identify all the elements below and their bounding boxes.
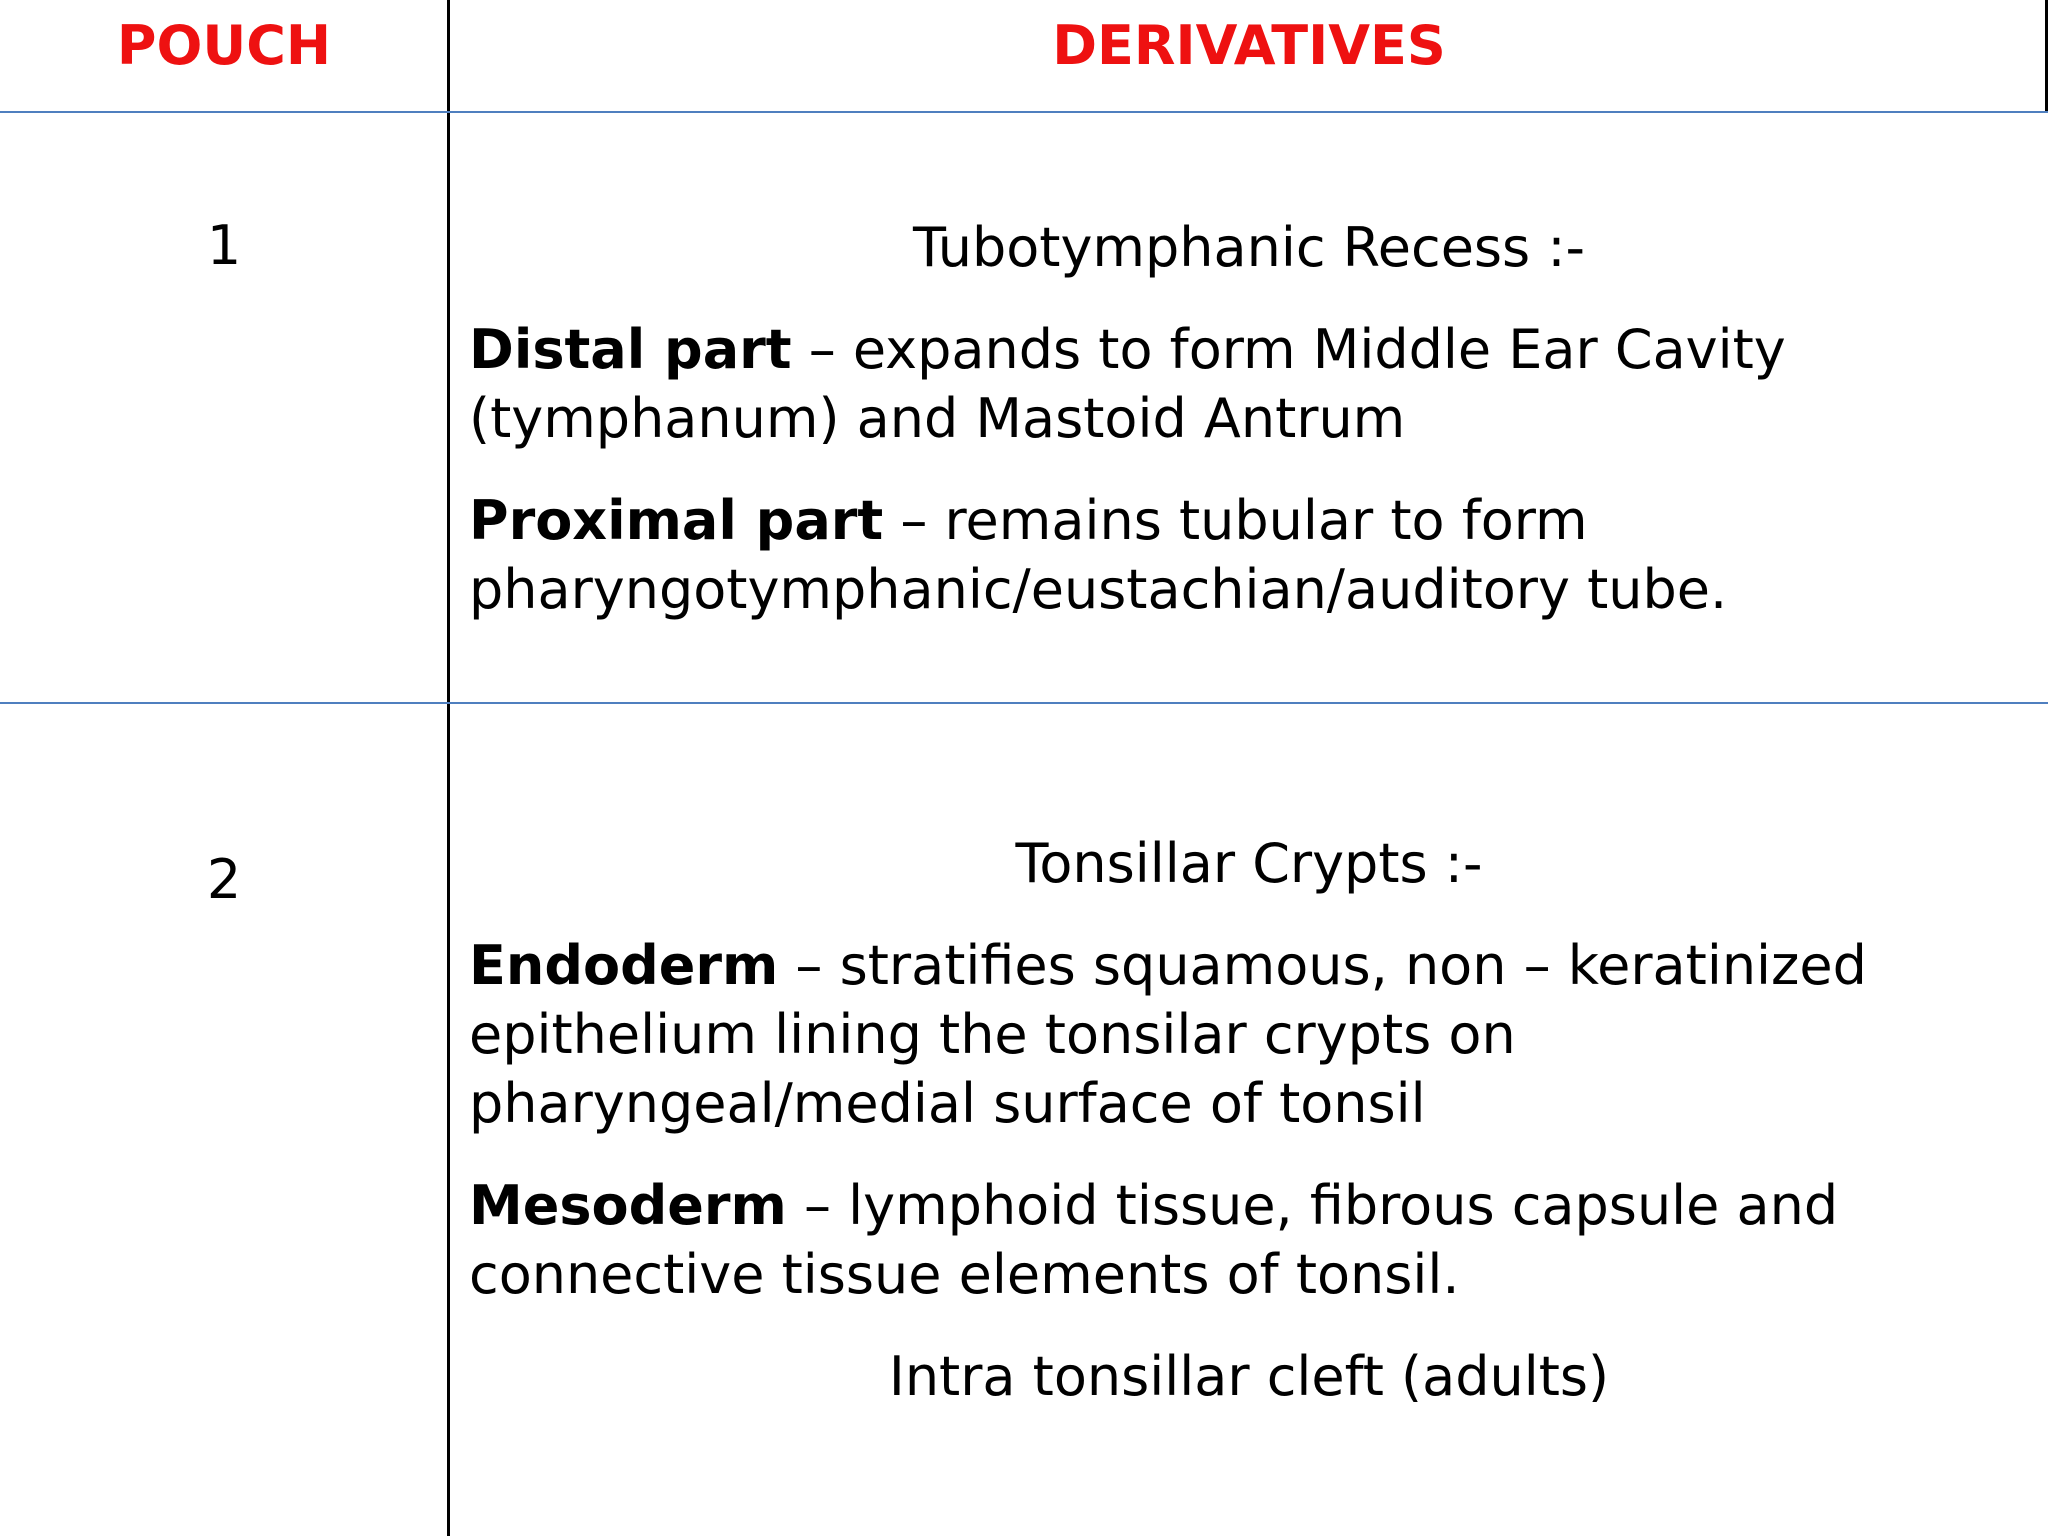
term-proximal-part: Proximal part bbox=[469, 489, 884, 552]
term-mesoderm: Mesoderm bbox=[469, 1174, 787, 1237]
derivatives-cell-1 bbox=[469, 213, 2029, 657]
row1-heading: Tubotymphanic Recess :- bbox=[912, 216, 1586, 279]
term-endoderm: Endoderm bbox=[469, 934, 779, 997]
row2-paragraph-2-text: – lymphoid tissue, fibrous capsule and connective tissue elements of tonsil. bbox=[469, 1174, 1839, 1306]
row1-paragraph-2-text: – remains tubular to form pharyngotymphanic/eustachian/auditory tube. bbox=[469, 489, 1728, 621]
derivatives-cell-2 bbox=[469, 829, 2029, 1411]
row-divider bbox=[0, 702, 2048, 704]
header-pouch: POUCH bbox=[116, 14, 332, 77]
row2-footer: Intra tonsillar cleft (adults) bbox=[888, 1345, 1610, 1408]
row2-paragraph-1-text: – stratifies squamous, non – keratinized epithelium lining the tonsilar crypts on pharyngeal/medial surface of tonsil bbox=[469, 934, 1867, 1135]
term-distal-part: Distal part bbox=[469, 318, 792, 381]
row1-paragraph-1-text: – expands to form Middle Ear Cavity (tymphanum) and Mastoid Antrum bbox=[469, 318, 1786, 450]
pouch-number-2: 2 bbox=[206, 848, 242, 911]
row2-paragraph-2 bbox=[469, 1171, 2029, 1309]
row2-paragraph-1 bbox=[469, 931, 2029, 1138]
row1-paragraph-2 bbox=[469, 486, 2029, 624]
row1-paragraph-1 bbox=[469, 315, 2029, 453]
pouch-number-1: 1 bbox=[206, 214, 242, 277]
row2-heading: Tonsillar Crypts :- bbox=[1015, 832, 1483, 895]
header-derivatives: DERIVATIVES bbox=[1052, 14, 1446, 77]
